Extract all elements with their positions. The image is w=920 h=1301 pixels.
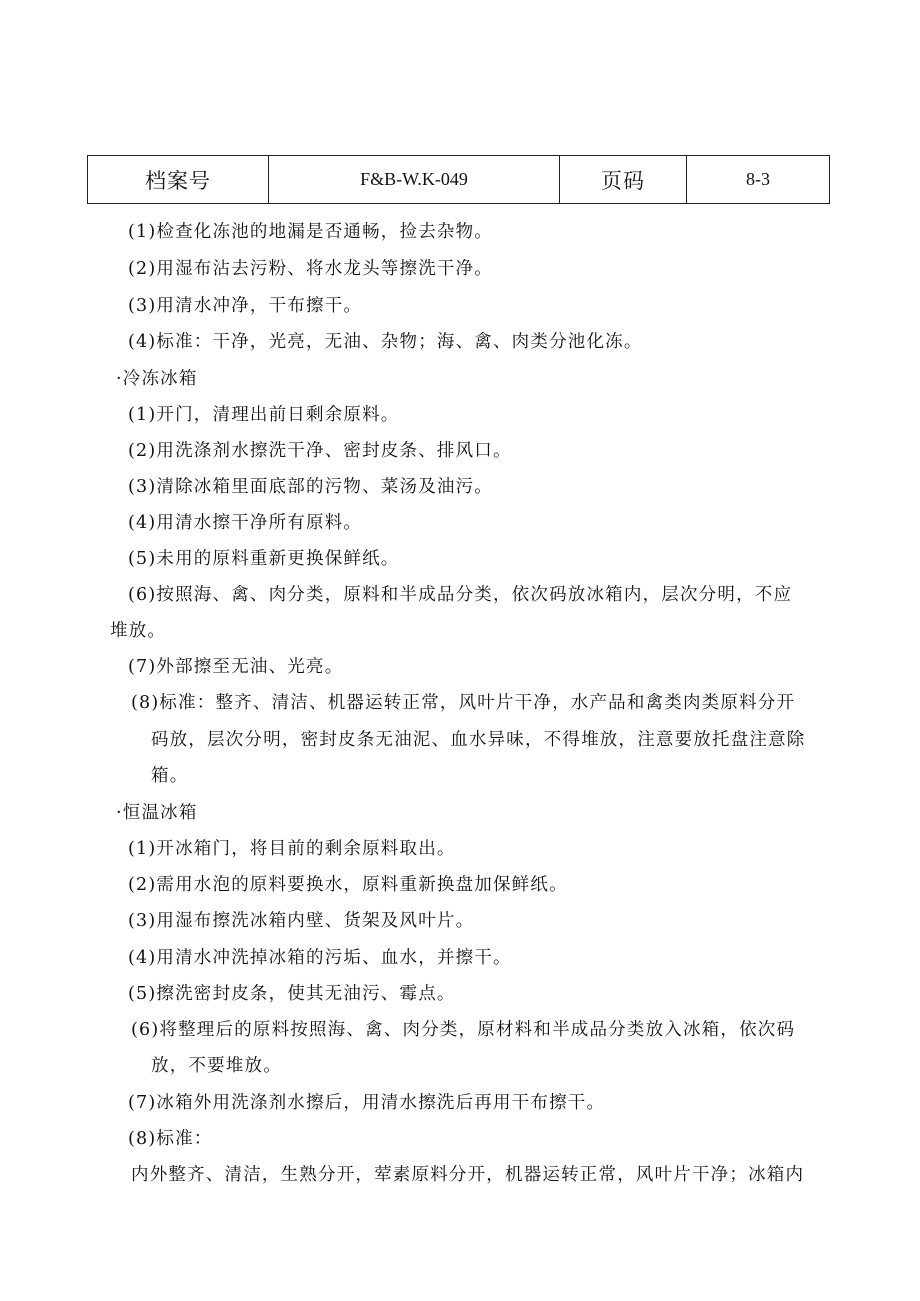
paragraph-line: (4)用清水冲洗掉冰箱的污垢、血水，并擦干。 — [128, 948, 512, 968]
paragraph-line: (3)用湿布擦洗冰箱内壁、货架及风叶片。 — [128, 911, 475, 931]
paragraph-line: (4)标准：干净，光亮，无油、杂物；海、禽、肉类分池化冻。 — [128, 332, 643, 352]
paragraph-line: (1)检查化冻池的地漏是否通畅，捡去杂物。 — [128, 222, 493, 242]
page-number-label: 页码 — [560, 156, 687, 204]
header-row — [88, 156, 830, 204]
section-heading: ·冷冻冰箱 — [116, 369, 198, 389]
paragraph-line: (3)用清水冲净，干布擦干。 — [128, 296, 363, 316]
page-number-value: 8-3 — [687, 156, 830, 204]
paragraph-line: (8)标准：整齐、清洁、机器运转正常，风叶片干净，水产品和禽类肉类原料分开 — [131, 693, 796, 713]
paragraph-line: (8)标准： — [128, 1129, 213, 1149]
file-number-label: 档案号 — [88, 156, 269, 204]
paragraph-line: (5)擦洗密封皮条，使其无油污、霉点。 — [128, 984, 456, 1004]
paragraph-line: 箱。 — [151, 766, 189, 786]
paragraph-line: (2)需用水泡的原料要换水，原料重新换盘加保鲜纸。 — [128, 875, 568, 895]
paragraph-line: (4)用清水擦干净所有原料。 — [128, 513, 363, 533]
section-heading: ·恒温冰箱 — [116, 803, 198, 823]
paragraph-line: 堆放。 — [110, 621, 167, 641]
document-header-table — [87, 155, 830, 204]
paragraph-line: (3)清除冰箱里面底部的污物、菜汤及油污。 — [128, 477, 493, 497]
file-number-value: F&B-W.K-049 — [269, 156, 560, 204]
paragraph-line: (1)开门，清理出前日剩余原料。 — [128, 405, 400, 425]
paragraph-line: (5)未用的原料重新更换保鲜纸。 — [128, 549, 400, 569]
paragraph-line: 码放，层次分明，密封皮条无油泥、血水异味，不得堆放，注意要放托盘注意除 — [151, 730, 806, 750]
paragraph-line: (2)用湿布沾去污粉、将水龙头等擦洗干净。 — [128, 259, 493, 279]
paragraph-line: 内外整齐、清洁，生熟分开，荤素原料分开，机器运转正常，风叶片干净；冰箱内 — [131, 1165, 805, 1185]
paragraph-line: (1)开冰箱门，将目前的剩余原料取出。 — [128, 839, 456, 859]
paragraph-line: (6)按照海、禽、肉分类，原料和半成品分类，依次码放冰箱内，层次分明，不应 — [128, 585, 793, 605]
paragraph-line: (7)外部擦至无油、光亮。 — [128, 657, 344, 677]
paragraph-line: (7)冰箱外用洗涤剂水擦后，用清水擦洗后再用干布擦干。 — [128, 1093, 606, 1113]
paragraph-line: 放，不要堆放。 — [151, 1056, 282, 1076]
paragraph-line: (6)将整理后的原料按照海、禽、肉分类，原材料和半成品分类放入冰箱，依次码 — [131, 1020, 796, 1040]
paragraph-line: (2)用洗涤剂水擦洗干净、密封皮条、排风口。 — [128, 441, 512, 461]
